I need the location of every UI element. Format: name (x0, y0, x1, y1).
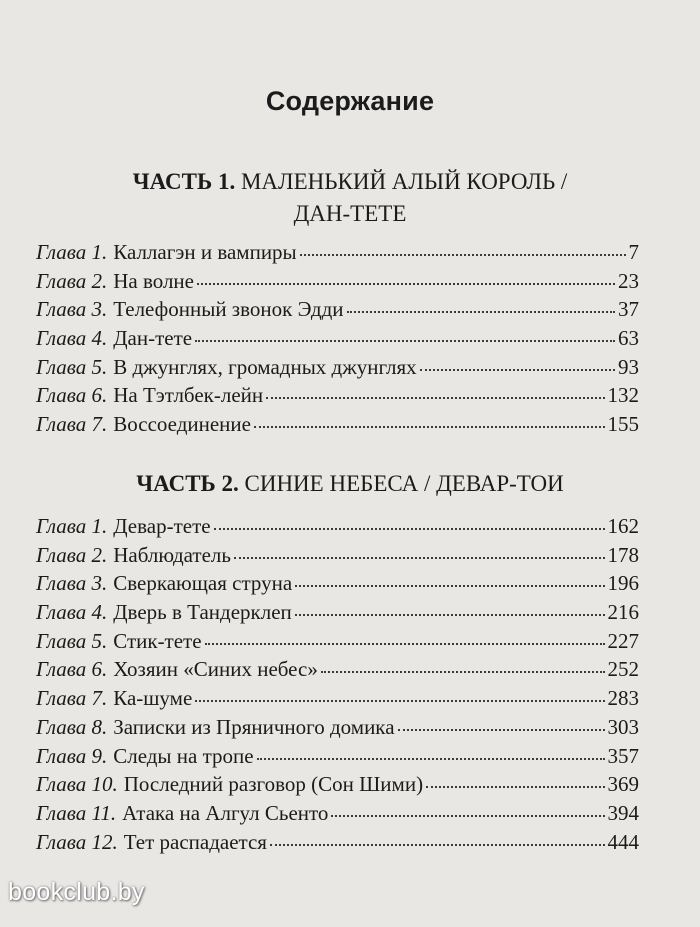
part1-heading (40, 166, 660, 230)
chapter-number: Глава 8. (36, 714, 108, 739)
chapter-number: Глава 10. (36, 772, 118, 797)
part1-label: ЧАСТЬ 1. (132, 169, 236, 194)
chapter-title: Сверкающая струна (113, 571, 293, 596)
chapter-title: Атака на Алгул Сьенто (122, 800, 329, 825)
part1-chapter-list (36, 240, 639, 441)
chapter-number: Глава 1. (36, 240, 108, 264)
page-number: 178 (607, 542, 639, 567)
toc-entry[interactable] (36, 830, 639, 859)
page-number: 7 (628, 240, 639, 264)
page-number: 444 (607, 829, 639, 854)
chapter-number: Глава 5. (36, 354, 108, 379)
toc-entry[interactable] (36, 514, 639, 543)
dot-leader (197, 282, 615, 285)
toc-entry[interactable] (36, 383, 639, 412)
chapter-title: Дан-тете (113, 326, 193, 351)
dot-leader (295, 613, 605, 616)
toc-entry[interactable] (36, 240, 639, 269)
chapter-number: Глава 2. (36, 542, 108, 567)
chapter-number: Глава 12. (36, 829, 118, 854)
toc-entry[interactable] (36, 600, 639, 629)
chapter-title: Последний разговор (Сон Шими) (123, 772, 424, 797)
chapter-title: Тет распадается (123, 829, 267, 854)
chapter-title: Ка-шуме (113, 686, 193, 711)
chapter-title: Каллагэн и вампиры (113, 240, 297, 264)
chapter-title: Дверь в Тандерклеп (113, 600, 292, 625)
chapter-number: Глава 3. (36, 571, 108, 596)
chapter-number: Глава 11. (36, 800, 117, 825)
toc-entry[interactable] (36, 801, 639, 830)
part2-heading (40, 468, 660, 500)
page-number: 23 (618, 268, 639, 293)
dot-leader (270, 843, 605, 846)
page-number: 93 (618, 354, 639, 379)
chapter-title: В джунглях, громадных джунглях (113, 354, 417, 379)
page-number: 394 (607, 800, 639, 825)
toc-entry[interactable] (36, 543, 639, 572)
page-number: 227 (607, 628, 639, 653)
toc-entry[interactable] (36, 772, 639, 801)
dot-leader (195, 699, 604, 702)
dot-leader (234, 556, 605, 559)
toc-entry[interactable] (36, 657, 639, 686)
toc-entry[interactable] (36, 571, 639, 600)
chapter-title: Воссоединение (113, 412, 251, 437)
page-number: 155 (607, 412, 639, 437)
part2-label: ЧАСТЬ 2. (136, 471, 239, 496)
dot-leader (426, 785, 604, 788)
dot-leader (214, 527, 605, 530)
chapter-title: На Тэтлбек-лейн (113, 383, 264, 408)
dot-leader (300, 253, 626, 256)
dot-leader (331, 814, 604, 817)
part1-name-line2: ДАН-ТЕТЕ (293, 201, 407, 226)
page-number: 252 (607, 657, 639, 682)
part2-chapter-list (36, 514, 639, 858)
dot-leader (398, 728, 605, 731)
chapter-number: Глава 3. (36, 297, 108, 322)
page-number: 357 (607, 743, 639, 768)
toc-entry[interactable] (36, 715, 639, 744)
chapter-number: Глава 2. (36, 268, 108, 293)
dot-leader (321, 670, 605, 673)
dot-leader (205, 642, 605, 645)
dot-leader (266, 396, 604, 399)
chapter-title: Девар-тете (113, 514, 211, 538)
chapter-number: Глава 7. (36, 686, 108, 711)
chapter-number: Глава 4. (36, 600, 108, 625)
dot-leader (420, 368, 615, 371)
chapter-number: Глава 1. (36, 514, 108, 538)
dot-leader (254, 425, 605, 428)
chapter-title: Наблюдатель (113, 542, 231, 567)
toc-entry[interactable] (36, 297, 639, 326)
watermark: bookclub.by (8, 878, 145, 906)
toc-entry[interactable] (36, 355, 639, 384)
dot-leader (295, 584, 604, 587)
toc-entry[interactable] (36, 686, 639, 715)
page-number: 162 (607, 514, 639, 538)
page-number: 196 (607, 571, 639, 596)
part1-heading-line1 (40, 166, 660, 198)
chapter-title: Записки из Пряничного домика (113, 714, 395, 739)
page-number: 369 (607, 772, 639, 797)
chapter-title: Стик-тете (113, 628, 202, 653)
chapter-number: Глава 6. (36, 383, 108, 408)
page-number: 283 (607, 686, 639, 711)
page-title: Содержание (265, 86, 435, 116)
toc-entry[interactable] (36, 326, 639, 355)
toc-entry[interactable] (36, 629, 639, 658)
chapter-title: На волне (113, 268, 194, 293)
page-number: 216 (607, 600, 639, 625)
dot-leader (257, 757, 605, 760)
page-number: 37 (618, 297, 639, 322)
chapter-number: Глава 6. (36, 657, 108, 682)
chapter-title: Следы на тропе (113, 743, 254, 768)
toc-entry[interactable] (36, 269, 639, 298)
toc-entry[interactable] (36, 744, 639, 773)
chapter-title: Хозяин «Синих небес» (113, 657, 318, 682)
chapter-number: Глава 5. (36, 628, 108, 653)
page-number: 303 (607, 714, 639, 739)
chapter-number: Глава 7. (36, 412, 108, 437)
page-number: 132 (607, 383, 639, 408)
chapter-number: Глава 4. (36, 326, 108, 351)
toc-entry[interactable] (36, 412, 639, 441)
part2-heading-line1 (40, 468, 660, 500)
part1-name-line1: МАЛЕНЬКИЙ АЛЫЙ КОРОЛЬ / (240, 169, 568, 194)
page-number: 63 (618, 326, 639, 351)
dot-leader (347, 310, 615, 313)
dot-leader (195, 339, 615, 342)
chapter-title: Телефонный звонок Эдди (113, 297, 344, 322)
chapter-number: Глава 9. (36, 743, 108, 768)
part2-name-line1: СИНИЕ НЕБЕСА / ДЕВАР-ТОИ (244, 471, 564, 496)
